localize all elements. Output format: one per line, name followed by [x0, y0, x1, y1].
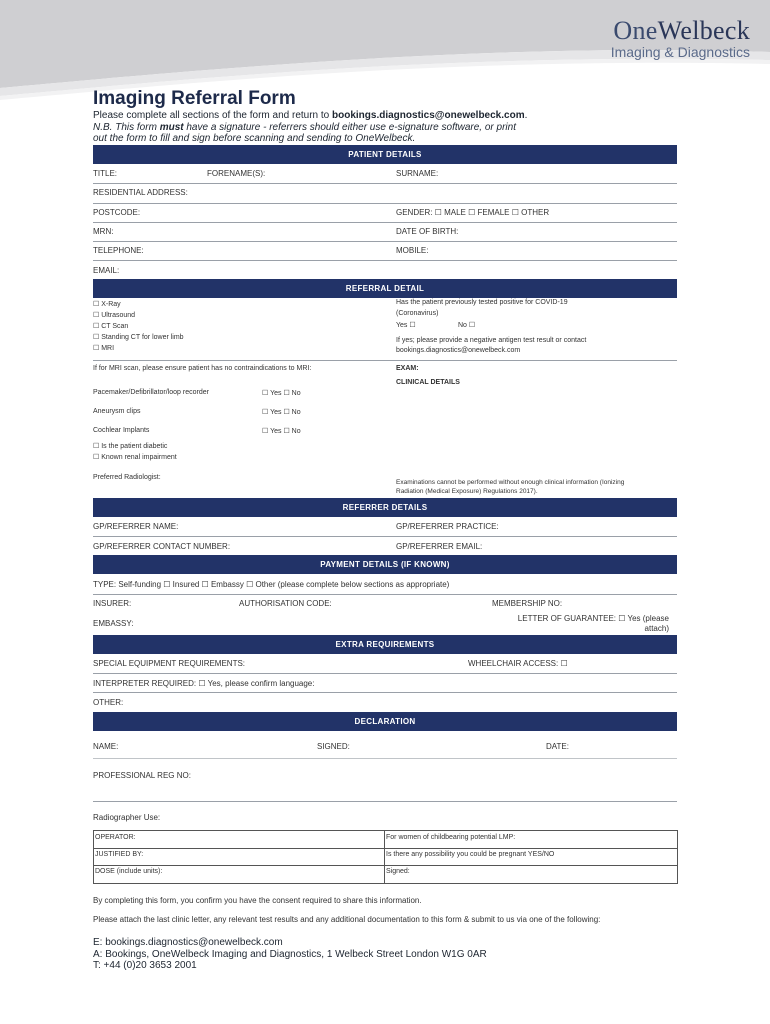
cochlear-yesno[interactable]: ☐ Yes ☐ No — [262, 428, 301, 435]
exam-field[interactable]: EXAM: — [396, 365, 419, 372]
declaration-date-field[interactable]: DATE: — [546, 742, 569, 751]
divider — [93, 241, 677, 242]
insurer-field[interactable]: INSURER: — [93, 599, 132, 608]
referrer-practice-field[interactable]: GP/REFERRER PRACTICE: — [396, 522, 499, 531]
lmp-cell[interactable]: For women of childbearing potential LMP: — [386, 834, 516, 841]
forenames-field[interactable]: FORENAME(S): — [207, 169, 266, 178]
dose-cell[interactable]: DOSE (include units): — [95, 868, 163, 875]
aneurysm-label: Aneurysm clips — [93, 408, 141, 415]
modality-ultrasound-checkbox[interactable]: ☐ Ultrasound — [93, 312, 136, 319]
surname-field[interactable]: SURNAME: — [396, 169, 439, 178]
radiologist-field[interactable]: Preferred Radiologist: — [93, 474, 161, 481]
payment-details-header: PAYMENT DETAILS (IF KNOWN) — [93, 555, 677, 574]
table-divider — [384, 831, 385, 883]
divider — [93, 203, 677, 204]
radiographer-use-heading: Radiographer Use: — [93, 813, 161, 822]
declaration-signed-field[interactable]: SIGNED: — [317, 742, 350, 751]
gender-checkboxes[interactable]: GENDER: ☐ MALE ☐ FEMALE ☐ OTHER — [396, 208, 550, 217]
referrer-email-field[interactable]: GP/REFERRER EMAIL: — [396, 542, 483, 551]
wheelchair-access-checkbox[interactable]: WHEELCHAIR ACCESS: ☐ — [468, 659, 568, 668]
declaration-header: DECLARATION — [93, 712, 677, 731]
intro-line1-prefix: Please complete all sections of the form and return to — [93, 110, 333, 121]
title-field[interactable]: TITLE: — [93, 169, 118, 178]
justified-by-cell[interactable]: JUSTIFIED BY: — [95, 851, 144, 858]
contact-email[interactable]: E: bookings.diagnostics@onewelbeck.com — [93, 937, 283, 948]
renal-checkbox[interactable]: ☐ Known renal impairment — [93, 454, 177, 461]
table-divider — [94, 865, 677, 866]
postcode-field[interactable]: POSTCODE: — [93, 208, 141, 217]
brand-tagline: Imaging & Diagnostics — [610, 44, 750, 60]
intro-text — [93, 110, 693, 145]
guarantee-line2: attach) — [644, 624, 669, 633]
pregnancy-cell[interactable]: Is there any possibility you could be pregnant YES/NO — [386, 851, 555, 858]
intro-line2-a: N.B. This form — [93, 121, 160, 133]
radiographer-table — [93, 830, 678, 884]
divider — [93, 594, 677, 595]
divider — [93, 222, 677, 223]
table-divider — [94, 848, 677, 849]
divider — [93, 758, 677, 759]
consent-note: By completing this form, you confirm you have the consent required to share this information. — [93, 896, 422, 905]
patient-details-header: PATIENT DETAILS — [93, 145, 677, 164]
diabetic-checkbox[interactable]: ☐ Is the patient diabetic — [93, 443, 168, 450]
mobile-field[interactable]: MOBILE: — [396, 246, 429, 255]
covid-no-checkbox[interactable]: No ☐ — [458, 322, 476, 329]
mri-contraindication-note: If for MRI scan, please ensure patient has no contraindications to MRI: — [93, 365, 312, 372]
modality-ct-checkbox[interactable]: ☐ CT Scan — [93, 323, 129, 330]
referral-detail-header: REFERRAL DETAIL — [93, 279, 677, 298]
address-field[interactable]: RESIDENTIAL ADDRESS: — [93, 188, 188, 197]
mrn-field[interactable]: MRN: — [93, 227, 114, 236]
contact-block — [93, 937, 487, 972]
pacemaker-label: Pacemaker/Defibrillator/loop recorder — [93, 389, 209, 396]
brand-logo — [611, 16, 750, 60]
aneurysm-yesno[interactable]: ☐ Yes ☐ No — [262, 409, 301, 416]
declaration-name-field[interactable]: NAME: — [93, 742, 119, 751]
contact-address: A: Bookings, OneWelbeck Imaging and Diagnostics, 1 Welbeck Street London W1G 0AR — [93, 948, 487, 960]
divider — [93, 673, 677, 674]
covid-question-line1: Has the patient previously tested positive for COVID-19 — [396, 299, 568, 306]
radiographer-signed-cell[interactable]: Signed: — [386, 868, 410, 875]
intro-line2-must: must — [159, 121, 184, 133]
intro-line3: out the form to fill and sign before scanning and sending to OneWelbeck. — [93, 133, 416, 144]
contact-phone[interactable]: T: +44 (0)20 3653 2001 — [93, 960, 197, 971]
submission-email-link[interactable]: bookings.diagnostics@onewelbeck.com — [332, 110, 525, 121]
divider — [93, 360, 677, 361]
operator-cell[interactable]: OPERATOR: — [95, 834, 136, 841]
other-requirements-field[interactable]: OTHER: — [93, 698, 124, 707]
covid-note-line1: If yes; please provide a negative antigen test result or contact — [396, 337, 587, 344]
modality-standing-ct-checkbox[interactable]: ☐ Standing CT for lower limb — [93, 334, 184, 341]
interpreter-field[interactable]: INTERPRETER REQUIRED: ☐ Yes, please confirm language: — [93, 679, 315, 688]
pacemaker-yesno[interactable]: ☐ Yes ☐ No — [262, 390, 301, 397]
dob-field[interactable]: DATE OF BIRTH: — [396, 227, 459, 236]
brand-name-part2: Welbeck — [657, 16, 750, 45]
cochlear-label: Cochlear Implants — [93, 427, 150, 434]
divider — [93, 536, 677, 537]
special-equipment-field[interactable]: SPECIAL EQUIPMENT REQUIREMENTS: — [93, 659, 246, 668]
authorisation-code-field[interactable]: AUTHORISATION CODE: — [239, 599, 332, 608]
covid-note-email: bookings.diagnostics@onewelbeck.com — [396, 347, 521, 354]
modality-xray-checkbox[interactable]: ☐ X-Ray — [93, 301, 121, 308]
irmer-note — [396, 478, 624, 496]
covid-note — [396, 336, 586, 356]
intro-line2-b: have a signature - referrers should either use e-signature software, or print — [183, 121, 516, 133]
page-title: Imaging Referral Form — [93, 88, 296, 109]
membership-field[interactable]: MEMBERSHIP NO: — [492, 599, 563, 608]
professional-reg-field[interactable]: PROFESSIONAL REG NO: — [93, 771, 191, 780]
clinical-details-field[interactable]: CLINICAL DETAILS — [396, 379, 460, 386]
covid-question — [396, 298, 568, 319]
covid-yes-checkbox[interactable]: Yes ☐ — [396, 322, 416, 329]
intro-line1-suffix: . — [524, 110, 528, 121]
irmer-line1: Examinations cannot be performed without enough clinical information (Ionizing — [396, 479, 625, 486]
irmer-line2: Radiation (Medical Exposure) Regulations 2017). — [396, 488, 538, 495]
payment-type-checkboxes[interactable]: TYPE: Self-funding ☐ Insured ☐ Embassy ☐ Other (please complete below sections as appropriate) — [93, 580, 450, 589]
brand-name-part1: One — [613, 16, 658, 45]
attach-note: Please attach the last clinic letter, any relevant test results and any additional documentation to this form & submit to us via one of the following: — [93, 915, 601, 924]
divider — [93, 183, 677, 184]
modality-list — [93, 299, 184, 354]
referrer-name-field[interactable]: GP/REFERRER NAME: — [93, 522, 179, 531]
telephone-field[interactable]: TELEPHONE: — [93, 246, 144, 255]
guarantee-line1: LETTER OF GUARANTEE: ☐ Yes (please — [517, 614, 669, 623]
referrer-details-header: REFERRER DETAILS — [93, 498, 677, 517]
referrer-contact-field[interactable]: GP/REFERRER CONTACT NUMBER: — [93, 542, 231, 551]
embassy-field[interactable]: EMBASSY: — [93, 619, 134, 628]
divider — [93, 801, 677, 802]
modality-mri-checkbox[interactable]: ☐ MRI — [93, 345, 115, 352]
divider — [93, 692, 677, 693]
extra-requirements-header: EXTRA REQUIREMENTS — [93, 635, 677, 654]
letter-of-guarantee-checkbox[interactable] — [492, 614, 669, 634]
email-field[interactable]: EMAIL: — [93, 266, 120, 275]
covid-question-line2: (Coronavirus) — [396, 309, 439, 317]
divider — [93, 260, 677, 261]
